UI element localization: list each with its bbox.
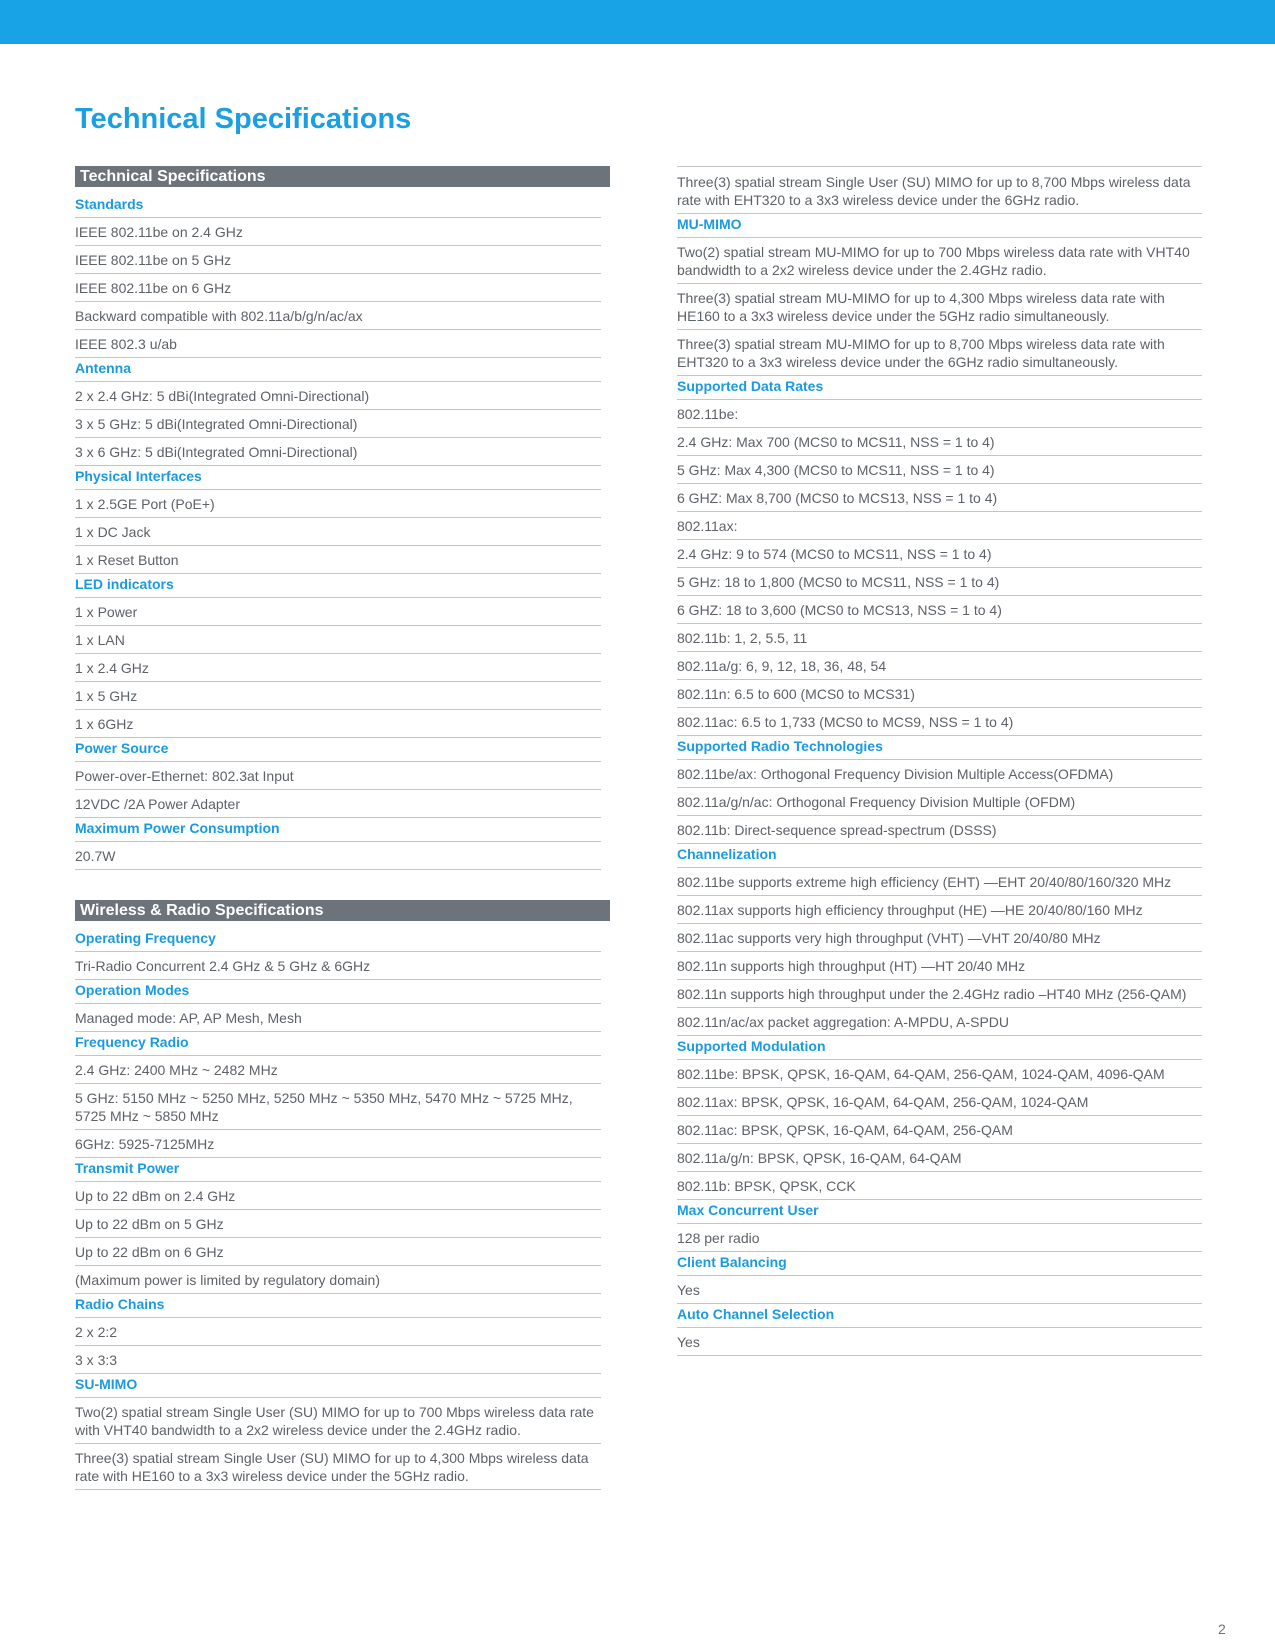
spec-category-supported-data-rates: Supported Data Rates [677,376,1202,400]
spec-row: 802.11be supports extreme high efficiency (EHT) —EHT 20/40/80/160/320 MHz [677,868,1202,896]
spec-row: 5 GHz: Max 4,300 (MCS0 to MCS11, NSS = 1 to 4) [677,456,1202,484]
spec-row: 802.11ac: BPSK, QPSK, 16-QAM, 64-QAM, 256-QAM [677,1116,1202,1144]
spec-row: 802.11ac: 6.5 to 1,733 (MCS0 to MCS9, NSS = 1 to 4) [677,708,1202,736]
spec-category-led-indicators: LED indicators [75,574,601,598]
spec-row: 802.11ac supports very high throughput (VHT) —VHT 20/40/80 MHz [677,924,1202,952]
spec-row: 802.11ax: BPSK, QPSK, 16-QAM, 64-QAM, 256-QAM, 1024-QAM [677,1088,1202,1116]
spec-row: 802.11be: BPSK, QPSK, 16-QAM, 64-QAM, 256-QAM, 1024-QAM, 4096-QAM [677,1060,1202,1088]
spec-row: 3 x 6 GHz: 5 dBi(Integrated Omni-Directional) [75,438,601,466]
spec-row: 1 x DC Jack [75,518,601,546]
spec-category-mu-mimo: MU-MIMO [677,214,1202,238]
spec-row: 802.11n/ac/ax packet aggregation: A-MPDU, A-SPDU [677,1008,1202,1036]
spec-category-su-mimo: SU-MIMO [75,1374,601,1398]
spec-row: 2.4 GHz: 2400 MHz ~ 2482 MHz [75,1056,601,1084]
spec-row: (Maximum power is limited by regulatory domain) [75,1266,601,1294]
spec-row: 802.11be/ax: Orthogonal Frequency Division Multiple Access(OFDMA) [677,760,1202,788]
spec-row: 1 x Power [75,598,601,626]
spec-row: Up to 22 dBm on 5 GHz [75,1210,601,1238]
spec-row: Two(2) spatial stream Single User (SU) MIMO for up to 700 Mbps wireless data rate with VHT40 bandwidth to a 2x2 wireless device under the 2.4GHz radio. [75,1398,601,1444]
spec-category-client-balancing: Client Balancing [677,1252,1202,1276]
spec-category-max-concurrent-user: Max Concurrent User [677,1200,1202,1224]
spec-row: 5 GHz: 5150 MHz ~ 5250 MHz, 5250 MHz ~ 5350 MHz, 5470 MHz ~ 5725 MHz, 5725 MHz ~ 5850 MHz [75,1084,601,1130]
left-column [75,166,601,1490]
spec-row: 1 x 5 GHz [75,682,601,710]
spec-row: IEEE 802.11be on 5 GHz [75,246,601,274]
spec-row: IEEE 802.11be on 2.4 GHz [75,218,601,246]
page-title: Technical Specifications [75,103,412,135]
spec-row: Three(3) spatial stream MU-MIMO for up to 4,300 Mbps wireless data rate with HE160 to a 3x3 wireless device under the 5GHz radio simultaneously. [677,284,1202,330]
block-spacer [75,870,601,900]
spec-row: 2 x 2:2 [75,1318,601,1346]
right-column [677,166,1202,1356]
spec-row: Tri-Radio Concurrent 2.4 GHz & 5 GHz & 6GHz [75,952,601,980]
spec-row: 6 GHZ: Max 8,700 (MCS0 to MCS13, NSS = 1 to 4) [677,484,1202,512]
spec-row: Three(3) spatial stream MU-MIMO for up to 8,700 Mbps wireless data rate with EHT320 to a 3x3 wireless device under the 6GHz radio simultaneously. [677,330,1202,376]
spec-category-physical-interfaces: Physical Interfaces [75,466,601,490]
spec-row: 802.11b: BPSK, QPSK, CCK [677,1172,1202,1200]
spec-category-auto-channel-selection: Auto Channel Selection [677,1304,1202,1328]
spec-row: IEEE 802.3 u/ab [75,330,601,358]
spec-row: Power-over-Ethernet: 802.3at Input [75,762,601,790]
section-header-wireless-radio-specifications: Wireless & Radio Specifications [75,900,610,921]
spec-row: 6 GHZ: 18 to 3,600 (MCS0 to MCS13, NSS = 1 to 4) [677,596,1202,624]
spec-row: 802.11b: 1, 2, 5.5, 11 [677,624,1202,652]
spec-category-supported-radio-technologies: Supported Radio Technologies [677,736,1202,760]
spec-category-channelization: Channelization [677,844,1202,868]
spec-category-transmit-power: Transmit Power [75,1158,601,1182]
spec-row: 2.4 GHz: 9 to 574 (MCS0 to MCS11, NSS = 1 to 4) [677,540,1202,568]
spec-row: 2.4 GHz: Max 700 (MCS0 to MCS11, NSS = 1 to 4) [677,428,1202,456]
spec-row: 802.11n supports high throughput (HT) —HT 20/40 MHz [677,952,1202,980]
spec-row: 1 x LAN [75,626,601,654]
spec-row: Up to 22 dBm on 2.4 GHz [75,1182,601,1210]
spec-category-operation-modes: Operation Modes [75,980,601,1004]
spec-row: 3 x 3:3 [75,1346,601,1374]
spec-row: Up to 22 dBm on 6 GHz [75,1238,601,1266]
spec-row: 20.7W [75,842,601,870]
spec-category-standards: Standards [75,194,601,218]
spec-row: 1 x 6GHz [75,710,601,738]
spec-category-antenna: Antenna [75,358,601,382]
spec-row: 802.11be: [677,400,1202,428]
section-header-technical-specifications: Technical Specifications [75,166,610,187]
spec-row: 12VDC /2A Power Adapter [75,790,601,818]
spec-row: 802.11n: 6.5 to 600 (MCS0 to MCS31) [677,680,1202,708]
spec-row: 802.11a/g: 6, 9, 12, 18, 36, 48, 54 [677,652,1202,680]
spec-category-radio-chains: Radio Chains [75,1294,601,1318]
spec-row: 802.11b: Direct-sequence spread-spectrum (DSSS) [677,816,1202,844]
spec-category-frequency-radio: Frequency Radio [75,1032,601,1056]
spec-row: Backward compatible with 802.11a/b/g/n/ac/ax [75,302,601,330]
spec-row: 1 x Reset Button [75,546,601,574]
spec-category-power-source: Power Source [75,738,601,762]
spec-row: Managed mode: AP, AP Mesh, Mesh [75,1004,601,1032]
spec-row: 3 x 5 GHz: 5 dBi(Integrated Omni-Directional) [75,410,601,438]
spec-row: Yes [677,1328,1202,1356]
spec-row: IEEE 802.11be on 6 GHz [75,274,601,302]
spec-row-continued: Three(3) spatial stream Single User (SU) MIMO for up to 8,700 Mbps wireless data rate with EHT320 to a 3x3 wireless device under the 6GHz radio. [677,166,1202,214]
spec-row: Three(3) spatial stream Single User (SU) MIMO for up to 4,300 Mbps wireless data rate with HE160 to a 3x3 wireless device under the 5GHz radio. [75,1444,601,1490]
spec-category-operating-frequency: Operating Frequency [75,928,601,952]
spec-row: 1 x 2.4 GHz [75,654,601,682]
spec-row: 802.11a/g/n: BPSK, QPSK, 16-QAM, 64-QAM [677,1144,1202,1172]
spec-row: 128 per radio [677,1224,1202,1252]
spec-row: 6GHz: 5925-7125MHz [75,1130,601,1158]
spec-category-supported-modulation: Supported Modulation [677,1036,1202,1060]
spec-row: 802.11ax supports high efficiency throughput (HE) —HE 20/40/80/160 MHz [677,896,1202,924]
spec-row: 1 x 2.5GE Port (PoE+) [75,490,601,518]
spec-row: Two(2) spatial stream MU-MIMO for up to 700 Mbps wireless data rate with VHT40 bandwidth to a 2x2 wireless device under the 2.4GHz radio. [677,238,1202,284]
top-color-bar [0,0,1275,44]
spec-row: 2 x 2.4 GHz: 5 dBi(Integrated Omni-Directional) [75,382,601,410]
page-number: 2 [1218,1621,1226,1637]
spec-row: 5 GHz: 18 to 1,800 (MCS0 to MCS11, NSS = 1 to 4) [677,568,1202,596]
spec-row: Yes [677,1276,1202,1304]
spec-row: 802.11a/g/n/ac: Orthogonal Frequency Division Multiple (OFDM) [677,788,1202,816]
spec-category-maximum-power-consumption: Maximum Power Consumption [75,818,601,842]
spec-row: 802.11n supports high throughput under the 2.4GHz radio –HT40 MHz (256-QAM) [677,980,1202,1008]
spec-row: 802.11ax: [677,512,1202,540]
